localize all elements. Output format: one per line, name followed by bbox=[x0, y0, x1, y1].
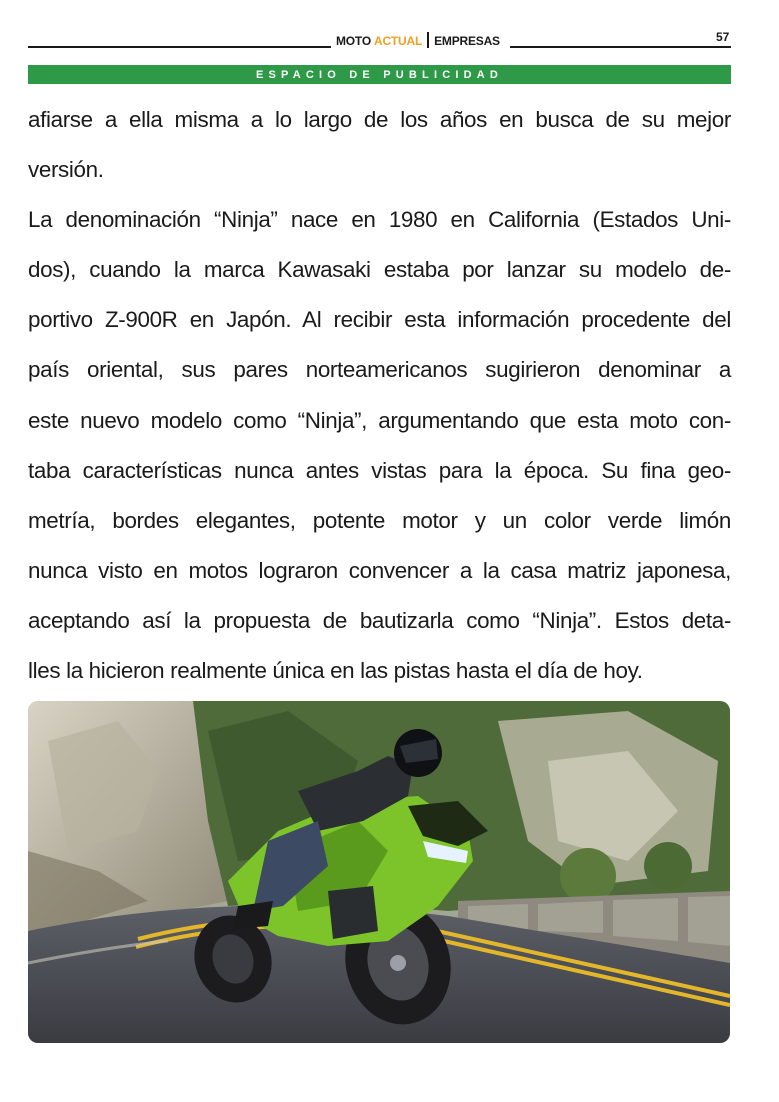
article-line: este nuevo modelo como “Ninja”, argumentando que esta moto con- bbox=[28, 407, 731, 433]
article-line: país oriental, sus pares norteamericanos sugirieron denominar a bbox=[28, 357, 731, 383]
masthead bbox=[336, 33, 500, 49]
advertising-banner: ESPACIO DE PUBLICIDAD bbox=[28, 65, 731, 84]
magazine-name-moto: MOTO bbox=[336, 34, 371, 48]
section-name: EMPRESAS bbox=[434, 34, 500, 48]
masthead-separator bbox=[427, 32, 429, 48]
magazine-name-actual: ACTUAL bbox=[373, 34, 423, 48]
article-body bbox=[28, 95, 731, 696]
motorcycle-photo bbox=[28, 701, 730, 1043]
article-line: lles la hicieron realmente única en las pistas hasta el día de hoy. bbox=[28, 658, 643, 684]
article-line: dos), cuando la marca Kawasaki estaba por lanzar su modelo de- bbox=[28, 257, 731, 283]
article-line: versión. bbox=[28, 157, 104, 183]
article-line: portivo Z-900R en Japón. Al recibir esta información procedente del bbox=[28, 307, 731, 333]
article-line: taba características nunca antes vistas para la época. Su fina geo- bbox=[28, 457, 731, 483]
article-line: La denominación “Ninja” nace en 1980 en California (Estados Uni- bbox=[28, 207, 731, 233]
page-number: 57 bbox=[716, 30, 730, 44]
header-rule-left bbox=[28, 46, 331, 48]
header-rule-right bbox=[510, 46, 731, 48]
article-line: aceptando así la propuesta de bautizarla como “Ninja”. Estos deta- bbox=[28, 607, 731, 633]
article-line: afiarse a ella misma a lo largo de los años en busca de su mejor bbox=[28, 107, 731, 132]
article-line: nunca visto en motos lograron convencer a la casa matriz japonesa, bbox=[28, 557, 731, 583]
motorcycle-illustration bbox=[28, 701, 730, 1043]
article-line: metría, bordes elegantes, potente motor y un color verde limón bbox=[28, 507, 731, 533]
